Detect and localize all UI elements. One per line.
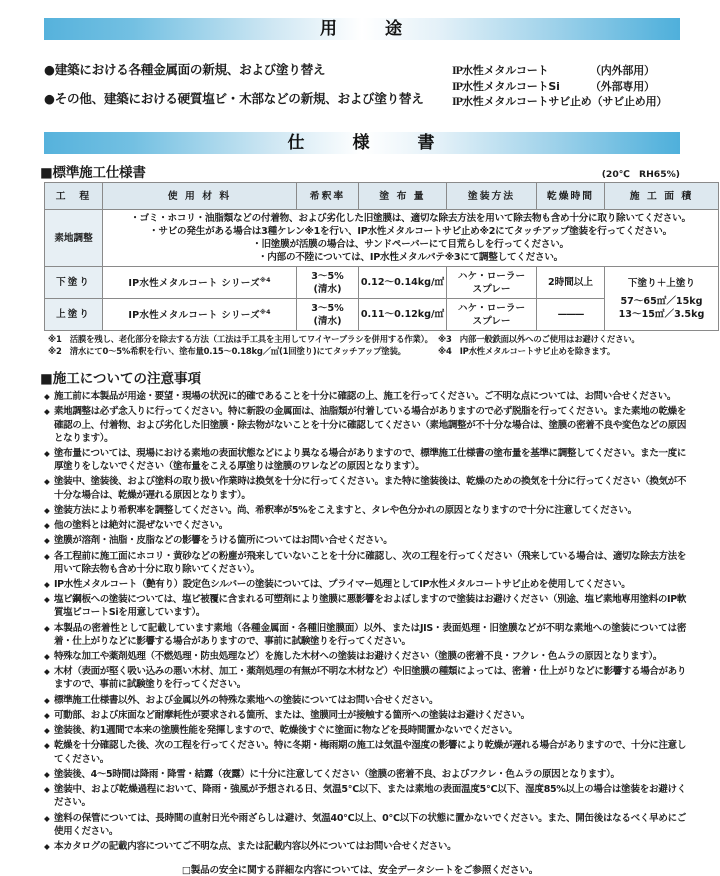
dilution-sub: (清水) — [313, 315, 342, 327]
precaution-item: ◆ 塗装中、塗装後、および塗料の取り扱い作業時は換気を十分に行ってください。また特に塗装後は、乾燥のための換気を十分に行ってください（換気が不十分な場合は、乾燥が遅れる原因となります）。 — [44, 475, 686, 501]
precaution-item: ◆ 塗装後、約1週間で本来の塗膜性能を発揮しますので、乾燥後すぐに塗面に物などを長時間置かないでください。 — [44, 724, 686, 737]
safety-data-sheet-note: □製品の安全に関する詳細な内容については、安全データシートをご参照ください。 — [181, 865, 539, 876]
product-name: 水性メタルコートサビ止め — [462, 95, 592, 109]
precaution-item: ◆ 本カタログの記載内容についてご不明な点、または記載内容以外についてはお問い合せください。 — [44, 840, 686, 853]
row-material — [103, 267, 297, 299]
method-line1: ハケ・ローラー — [457, 270, 526, 282]
row-drying: ——— — [537, 299, 605, 331]
precaution-item: ◆ 他の塗料とは絶対に混ぜないでください。 — [44, 519, 686, 532]
ip-logo-mark: IP — [452, 78, 462, 93]
precaution-item: ◆ 乾燥を十分確認した後、次の工程を行ってください。特に冬期・梅雨期の施工は気温や湿度の影響により乾燥が遅れる場合がありますので、十分に注意してください。 — [44, 739, 686, 765]
spec-heading: ■標準施工仕様書 — [40, 165, 146, 181]
row-stage: 下塗り — [45, 267, 103, 299]
col-area: 施 工 面 積 — [605, 183, 719, 210]
precaution-item: ◆ 木材（表面が堅く吸い込みの悪い木材、加工・薬剤処理の有無が不明な木材など）や旧塗膜の種類によっては、密着・仕上がりなどに影響する場合がありますので、事前に試験塗りを行ってください。 — [44, 665, 686, 691]
usage-banner-title-char2: 途 — [385, 19, 404, 39]
precaution-item: ◆ 塗装中、および乾燥過程において、降雨・強風が予想される日、気温5℃以下、または素地の表面温度5℃以下、湿度85%以上の場合は塗装をお避けください。 — [44, 783, 686, 809]
precaution-item: ◆ 塗膜が溶剤・油脂・皮脂などの影響をうける箇所についてはお問い合せください。 — [44, 534, 686, 547]
prep-line: ・ゴミ・ホコリ・油脂類などの付着物、および劣化した旧塗膜は、適切な除去方法を用いて除去物も含め十分に取り除いてください。 — [130, 213, 691, 224]
product-row — [452, 63, 667, 79]
row-stage: 上塗り — [45, 299, 103, 331]
usage-banner — [44, 18, 680, 40]
precaution-item: ◆ 施工前に本製品が用途・要望・現場の状況に的確であることを十分に確認の上、施工を行ってください。ご不明な点については、お問い合せください。 — [44, 390, 686, 403]
footnotes-right-column — [438, 334, 640, 357]
area-line2: 13～15㎡／3.5kg — [618, 308, 705, 320]
ip-logo-mark: IP — [452, 63, 462, 77]
prep-line: ・サビの発生がある場合は3種ケレン※1を行い、IP水性メタルコートサビ止め※2にてタッチアップ塗装を行ってください。 — [149, 226, 672, 237]
col-dilution: 希釈率 — [297, 183, 359, 210]
usage-bullet: ●その他、建築における硬質塩ビ・木部などの新規、および塗り替え — [44, 91, 424, 106]
spec-banner-title — [44, 130, 680, 156]
table-row-undercoat — [45, 267, 719, 299]
precaution-item: ◆ 特殊な加工や薬剤処理（不燃処理・防虫処理など）を施した木材への塗装はお避けください（塗膜の密着不良・フクレ・色ムラの原因となります）。 — [44, 650, 686, 663]
footnote: ※3 内部一般鉄面以外へのご使用はお避けください。 — [438, 334, 640, 344]
precaution-item: ◆ 本製品の密着性として記載しています素地（各種金属面・各種旧塗膜面）以外、またはJIS・表面処理・旧塗膜などが不明な素地への塗装については密着・仕上がりなどに影響する場合がありますので、事前に試験塗りを行ってください。 — [44, 622, 686, 648]
spec-footnotes — [48, 334, 720, 357]
row-dilution — [297, 299, 359, 331]
precaution-item: ◆ 塗装方法により希釈率を調整してください。尚、希釈率が5%をこえますと、タレや色分かれの原因となりますので十分に注意してください。 — [44, 504, 686, 517]
prep-description — [103, 210, 719, 267]
usage-bullet: ●建築における各種金属面の新規、および塗り替え — [44, 62, 326, 77]
col-drying: 乾燥時間 — [537, 183, 605, 210]
prep-line: ・内部の不陸については、IP水性メタルパテ※3にて調整してください。 — [257, 252, 564, 263]
footnote: ※2 清水にて0～5%希釈を行い、塗布量0.15～0.18kg／㎡(1回塗り)にてタッチアップ塗装。 — [48, 345, 406, 356]
precaution-item: ◆ IP水性メタルコート（艶有り）設定色シルバーの塗装については、プライマー処理としてIP水性メタルコートサビ止めを使用してください。 — [44, 578, 686, 591]
spec-condition: (20℃ RH65%) — [601, 169, 680, 180]
precaution-item: ◆ 塗料の保管については、長時間の直射日光や雨ざらしは避け、気温40℃以上、0℃以下の状態に置かないでください。また、開缶後はなるべく早めにご使用ください。 — [44, 812, 686, 838]
product-name: 水性メタルコート — [462, 64, 549, 77]
row-coverage: 0.12～0.14kg/㎡ — [359, 267, 447, 299]
spec-banner-title-char3: 書 — [417, 133, 437, 153]
col-process: 工 程 — [45, 183, 103, 210]
dilution-value: 3～5% — [311, 302, 344, 314]
product-use: （サビ止め用） — [591, 95, 668, 109]
standard-spec-table — [44, 182, 719, 331]
precaution-item: ◆ 塗装後、4～5時間は降雨・降雪・結露（夜露）に十分に注意してください（塗膜の密着不良、およびフクレ・色ムラの原因となります）。 — [44, 768, 686, 781]
col-material: 使 用 材 料 — [103, 183, 297, 210]
precaution-item: ◆ 素地調整は必ず念入りに行ってください。特に新設の金属面は、油脂類が付着している場合がありますので必ず脱脂を行ってください。また素地の乾燥を確認の上、付着物、および劣化した旧塗膜・除去物がないことを十分に確認してください（素地調整が不十分な場合は、塗膜の密着不良や変色などの原因となります）。 — [44, 405, 686, 444]
precaution-item: ◆ 各工程前に施工面にホコリ・黄砂などの粉塵が飛来していないことを十分に確認し、次の工程を行ってください（飛来している場合は、適切な除去方法を用いて除去物も含め十分に取り除いてください）。 — [44, 550, 686, 576]
dilution-value: 3～5% — [311, 270, 344, 282]
product-use: （内外部用） — [590, 64, 655, 77]
precaution-item: ◆ 可動部、および床面など耐摩耗性が要求される箇所、または、塗膜同士が接触する箇所への塗装はお避けください。 — [44, 709, 686, 722]
table-header-row — [45, 183, 719, 210]
col-method: 塗装方法 — [447, 183, 537, 210]
row-material-name: IP水性メタルコート シリーズ — [128, 278, 260, 290]
area-title: 下塗り＋上塗り — [627, 277, 696, 289]
usage-banner-title — [44, 16, 680, 42]
row-dilution — [297, 267, 359, 299]
precaution-item: ◆ 標準施工仕様書以外、および金属以外の特殊な素地への塗装についてはお問い合せください。 — [44, 694, 686, 707]
dilution-sub: (清水) — [313, 283, 342, 295]
row-coverage: 0.11～0.12kg/㎡ — [359, 299, 447, 331]
footnote: ※4 IP水性メタルコートサビ止めを除きます。 — [438, 345, 616, 356]
row-material-name: IP水性メタルコート シリーズ — [128, 310, 260, 322]
usage-section — [0, 62, 720, 120]
method-line2: スプレー — [472, 315, 511, 327]
table-row-surface-prep — [45, 210, 719, 267]
method-line1: ハケ・ローラー — [457, 302, 526, 314]
product-name: 水性メタルコートSi — [462, 79, 560, 93]
spec-banner-title-char2: 様 — [352, 133, 372, 153]
spec-banner-title-char1: 仕 — [287, 133, 307, 153]
precautions-list — [0, 390, 720, 853]
footnote: ※1 活膜を残し、老化部分を除去する方法（工法は手工具を主用してワイヤーブラシを併用する作業）。 — [48, 334, 433, 344]
method-line2: スプレー — [472, 283, 511, 295]
precaution-item: ◆ 塩ビ鋼板への塗装については、塩ビ被覆に含まれる可塑剤により塗膜に悪影響をおよぼしますので塗装はお避けください（別途、塩ビ素地専用塗料のIP軟質塩ビコートSiを用意しています）。 — [44, 593, 686, 619]
prep-line: ・旧塗膜が活膜の場合は、サンドペーパーにて目荒らしを行ってください。 — [252, 239, 569, 250]
row-material — [103, 299, 297, 331]
precautions-heading: ■施工についての注意事項 — [40, 371, 201, 388]
product-use: （外部専用） — [590, 79, 655, 93]
usage-product-list — [452, 62, 667, 120]
product-row — [452, 79, 667, 95]
usage-bullet-list — [44, 62, 444, 120]
area-cell — [605, 267, 719, 331]
row-method — [447, 267, 537, 299]
row-material-note: ※4 — [259, 309, 271, 317]
area-line1: 57～65㎡／15kg — [620, 295, 703, 307]
spec-banner — [44, 132, 680, 154]
row-method — [447, 299, 537, 331]
col-coverage: 塗 布 量 — [359, 183, 447, 210]
usage-banner-title-char1: 用 — [320, 19, 339, 39]
ip-logo-mark: IP — [452, 94, 462, 109]
row-drying: 2時間以上 — [537, 267, 605, 299]
footnotes-left-column — [48, 334, 438, 357]
prep-label: 素地調整 — [45, 210, 103, 267]
row-material-note: ※4 — [259, 277, 271, 285]
precaution-item: ◆ 塗布量については、現場における素地の表面状態などにより異なる場合がありますので、標準施工仕様書の塗布量を基準に調整してください。また一度に厚塗りをしないでください（塗布量をこえる厚塗りは塗膜のワレなどの原因となります）。 — [44, 447, 686, 473]
product-row — [452, 94, 667, 110]
